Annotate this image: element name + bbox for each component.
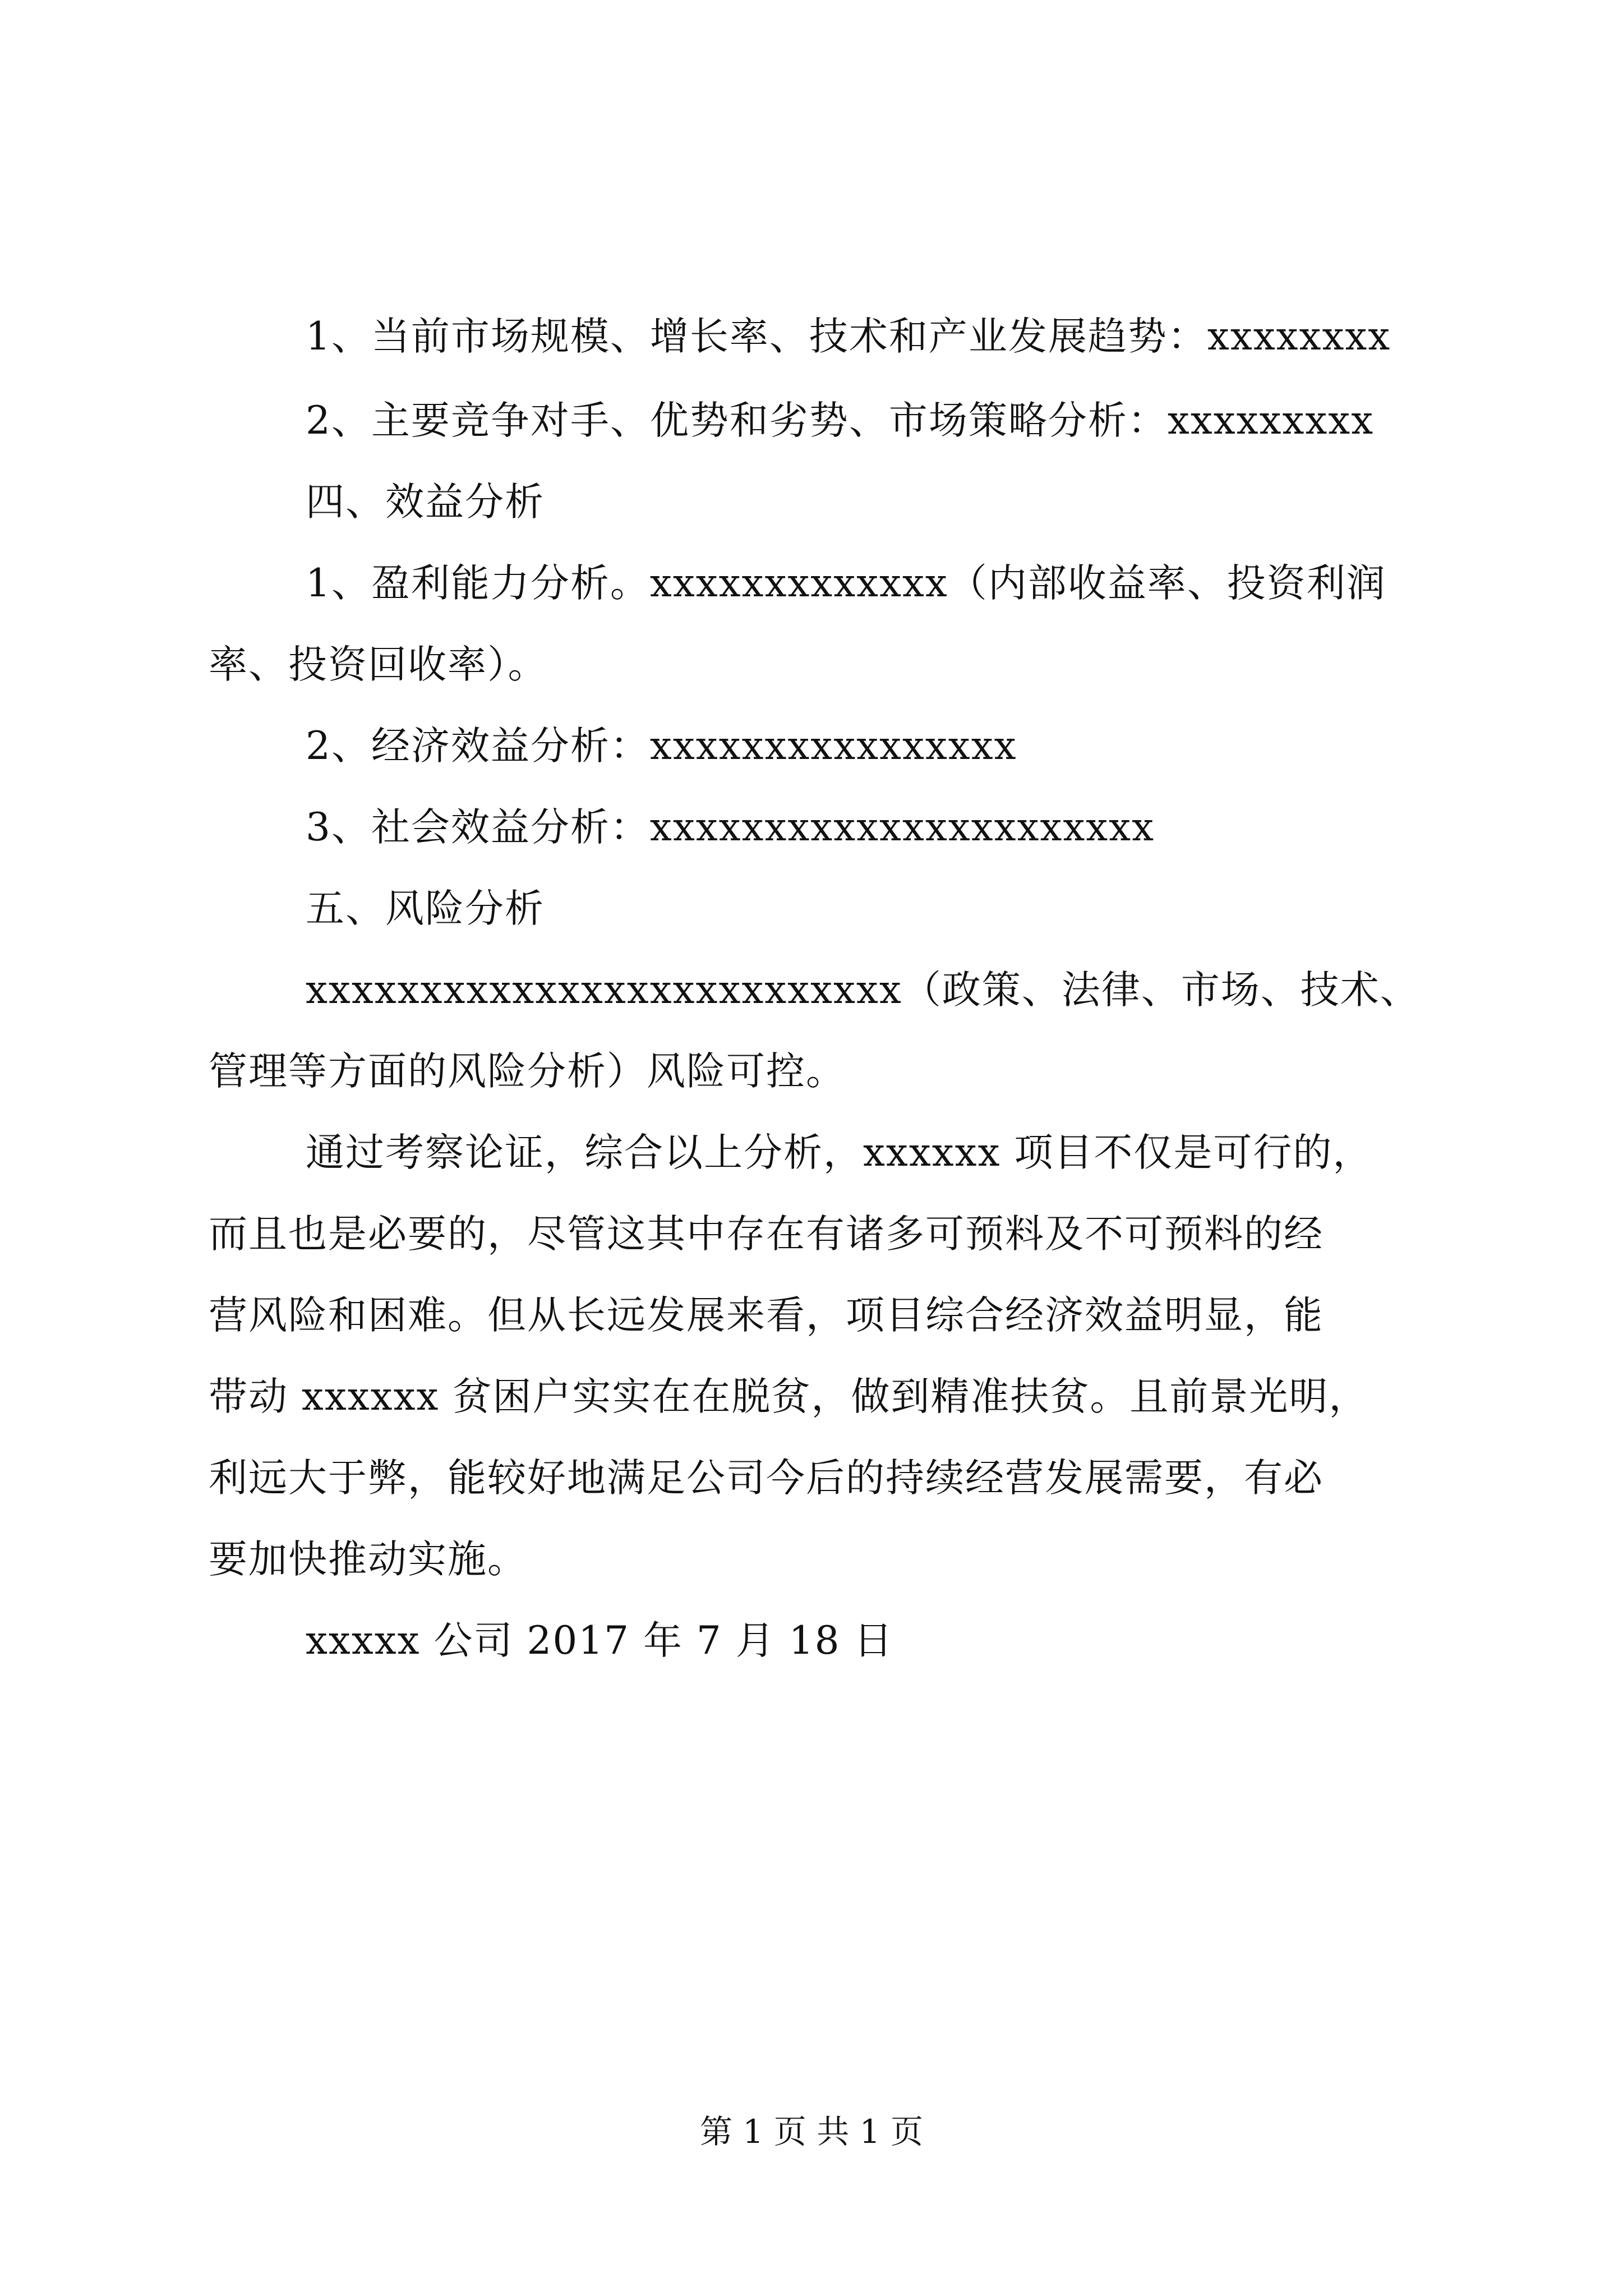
risk-analysis-line: xxxxxxxxxxxxxxxxxxxxxxxxxx（政策、法律、市场、技术、 xyxy=(306,968,1420,1013)
conclusion-line-4: 带动 xxxxxx 贫困户实实在在脱贫，做到精准扶贫。且前景光明， xyxy=(209,1374,1369,1419)
conclusion-line-3: 营风险和困难。但从长远发展来看，项目综合经济效益明显，能 xyxy=(209,1293,1324,1338)
conclusion-line-6: 要加快推动实施。 xyxy=(209,1537,527,1582)
page-number-footer: 第 1 页 共 1 页 xyxy=(700,2113,923,2151)
risk-analysis-line-cont: 管理等方面的风险分析）风险可控。 xyxy=(209,1049,846,1094)
section-heading-benefit: 四、效益分析 xyxy=(306,480,545,524)
signature-date-line: xxxxx 公司 2017 年 7 月 18 日 xyxy=(306,1618,894,1663)
social-benefit-line: 3、社会效益分析：xxxxxxxxxxxxxxxxxxxxxx xyxy=(306,805,1155,850)
conclusion-line-5: 利远大于弊，能较好地满足公司今后的持续经营发展需要，有必 xyxy=(209,1456,1324,1501)
economic-benefit-line: 2、经济效益分析：xxxxxxxxxxxxxxxx xyxy=(306,724,1017,769)
market-trend-line: 1、当前市场规模、增长率、技术和产业发展趋势：xxxxxxxx xyxy=(306,314,1391,359)
conclusion-line-1: 通过考察论证，综合以上分析，xxxxxx 项目不仅是可行的， xyxy=(306,1130,1373,1175)
profitability-line-cont: 率、投资回收率）。 xyxy=(209,642,548,687)
profitability-line: 1、盈利能力分析。xxxxxxxxxxxxx（内部收益率、投资利润 xyxy=(306,561,1386,606)
section-heading-risk: 五、风险分析 xyxy=(306,886,545,931)
competitor-line: 2、主要竞争对手、优势和劣势、市场策略分析：xxxxxxxxx xyxy=(306,398,1375,443)
conclusion-line-2: 而且也是必要的，尽管这其中存在有诸多可预料及不可预料的经 xyxy=(209,1212,1324,1257)
